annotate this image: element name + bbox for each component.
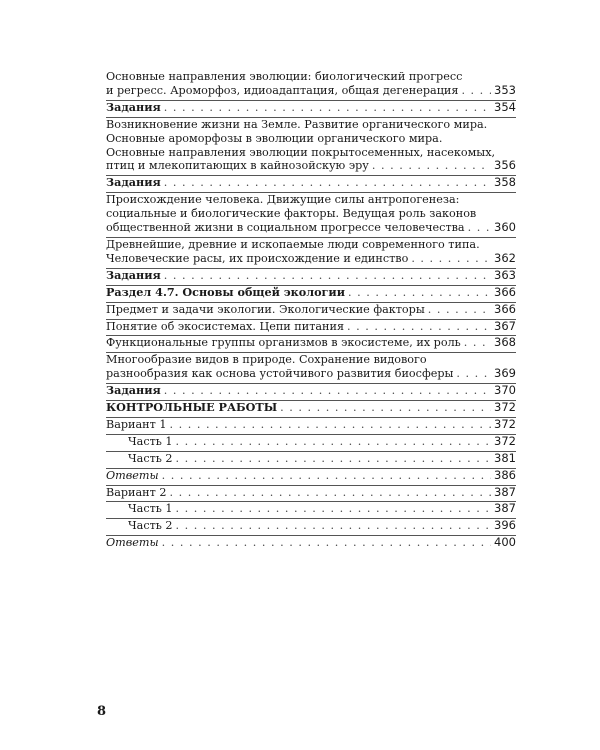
toc-entry[interactable] [106, 70, 516, 101]
dot-leader [176, 435, 492, 449]
toc-entry[interactable] [106, 452, 516, 469]
dot-leader [162, 469, 491, 483]
toc-entry-title: КОНТРОЛЬНЫЕ РАБОТЫ [106, 400, 278, 415]
dot-leader [162, 536, 491, 550]
toc-entry-line: Многообразие видов в природе. Сохранение видового [106, 353, 427, 367]
toc-entry-title: Часть 2 [128, 519, 173, 533]
dot-leader [411, 252, 491, 266]
toc-entry[interactable] [106, 384, 516, 401]
toc-page-number: 369 [494, 366, 516, 381]
toc-entry-line: Основные направления эволюции покрытосеменных, насекомых, [106, 145, 496, 159]
toc-entry-line: Происхождение человека. Движущие силы антропогенеза: [106, 193, 460, 207]
toc-page-number: 366 [494, 284, 516, 299]
toc-page-number: 356 [494, 158, 516, 173]
toc-entry-title: и регресс. Ароморфоз, идиоадаптация, общая дегенерация [106, 83, 459, 97]
toc-entry-title: Задания [106, 99, 161, 114]
toc-page-number: 368 [494, 335, 516, 350]
toc-page-number: 353 [494, 82, 516, 97]
toc-page-number: 358 [494, 175, 516, 190]
dot-leader [164, 101, 491, 115]
toc-entry-title: разнообразия как основа устойчивого развития биосферы [106, 367, 454, 381]
toc-entry[interactable] [106, 269, 516, 286]
toc-entry[interactable] [106, 353, 516, 384]
dot-leader [170, 486, 492, 500]
toc-page-number: 362 [494, 250, 516, 265]
toc-entry-title: Часть 1 [128, 502, 173, 516]
toc-entry-line: Основные ароморфозы в эволюции органического мира. [106, 131, 443, 145]
toc-entry[interactable] [106, 303, 516, 320]
toc-entry[interactable] [106, 435, 516, 452]
toc-page-number: 367 [494, 318, 516, 333]
toc-entry[interactable] [106, 536, 516, 552]
dot-leader [280, 401, 491, 415]
toc-page-number: 354 [494, 99, 516, 114]
toc-page-number: 386 [494, 467, 516, 482]
toc-page-number: 372 [494, 400, 516, 415]
toc-entry[interactable] [106, 118, 516, 177]
toc-entry[interactable] [106, 286, 516, 303]
dot-leader [176, 502, 492, 516]
dot-leader [164, 269, 491, 283]
toc-entry-title: Часть 2 [128, 451, 173, 465]
toc-entry-title: Задания [106, 175, 161, 190]
toc-entry-title: общественной жизни в социальном прогрессе человечества [106, 221, 465, 235]
dot-leader [428, 303, 491, 317]
toc-entry[interactable] [106, 401, 516, 418]
toc-entry[interactable] [106, 519, 516, 536]
toc-entry[interactable] [106, 502, 516, 519]
toc-entry[interactable] [106, 469, 516, 486]
dot-leader [164, 176, 491, 190]
dot-leader [348, 286, 491, 300]
toc-page-number: 381 [494, 450, 516, 465]
toc-entry-title: Понятие об экосистемах. Цепи питания [106, 319, 345, 333]
toc-entry-line: Древнейшие, древние и ископаемые люди современного типа. [106, 237, 480, 251]
toc-entry[interactable] [106, 101, 516, 118]
toc-page-number: 372 [494, 416, 516, 431]
toc-page-number: 366 [494, 301, 516, 316]
toc-entry[interactable] [106, 193, 516, 238]
toc-entry[interactable] [106, 486, 516, 503]
toc-entry-title: Вариант 1 [106, 417, 167, 431]
dot-leader [456, 367, 491, 381]
toc-entry-title: Человеческие расы, их происхождение и единство [106, 251, 409, 265]
toc-entry-title: птиц и млекопитающих в кайнозойскую эру [106, 159, 369, 173]
dot-leader [176, 519, 492, 533]
toc-entry-title: Ответы [106, 536, 159, 550]
dot-leader [468, 221, 491, 235]
dot-leader [176, 452, 492, 466]
table-of-contents [106, 70, 516, 552]
toc-entry[interactable] [106, 238, 516, 269]
toc-page-number: 372 [494, 433, 516, 448]
toc-entry[interactable] [106, 336, 516, 353]
toc-entry[interactable] [106, 418, 516, 435]
toc-entry-line: Возникновение жизни на Земле. Развитие органического мира. [106, 117, 488, 131]
toc-entry-title: Ответы [106, 468, 159, 482]
toc-entry-title: Задания [106, 383, 161, 398]
dot-leader [461, 84, 491, 98]
page-number: 8 [97, 704, 107, 719]
toc-entry-title: Вариант 2 [106, 485, 167, 499]
toc-entry[interactable] [106, 176, 516, 193]
toc-page-number: 396 [494, 518, 516, 533]
toc-entry-title: Раздел 4.7. Основы общей экологии [106, 284, 345, 299]
toc-page-number: 360 [494, 220, 516, 235]
toc-page-number: 363 [494, 267, 516, 282]
toc-page-number: 387 [494, 501, 516, 516]
toc-entry-title: Часть 1 [128, 434, 173, 448]
dot-leader [170, 418, 492, 432]
toc-page-number: 387 [494, 484, 516, 499]
dot-leader [164, 384, 491, 398]
toc-entry-title: Предмет и задачи экологии. Экологические факторы [106, 302, 425, 316]
toc-page-number: 370 [494, 383, 516, 398]
toc-entry-line: Основные направления эволюции: биологический прогресс [106, 70, 463, 83]
toc-entry-title: Функциональные группы организмов в экосистеме, их роль [106, 336, 461, 350]
toc-entry[interactable] [106, 320, 516, 337]
dot-leader [347, 320, 491, 334]
dot-leader [372, 159, 491, 173]
toc-entry-line: социальные и биологические факторы. Ведущая роль законов [106, 207, 477, 221]
toc-entry-title: Задания [106, 267, 161, 282]
toc-page-number: 400 [494, 535, 516, 550]
dot-leader [464, 336, 491, 350]
